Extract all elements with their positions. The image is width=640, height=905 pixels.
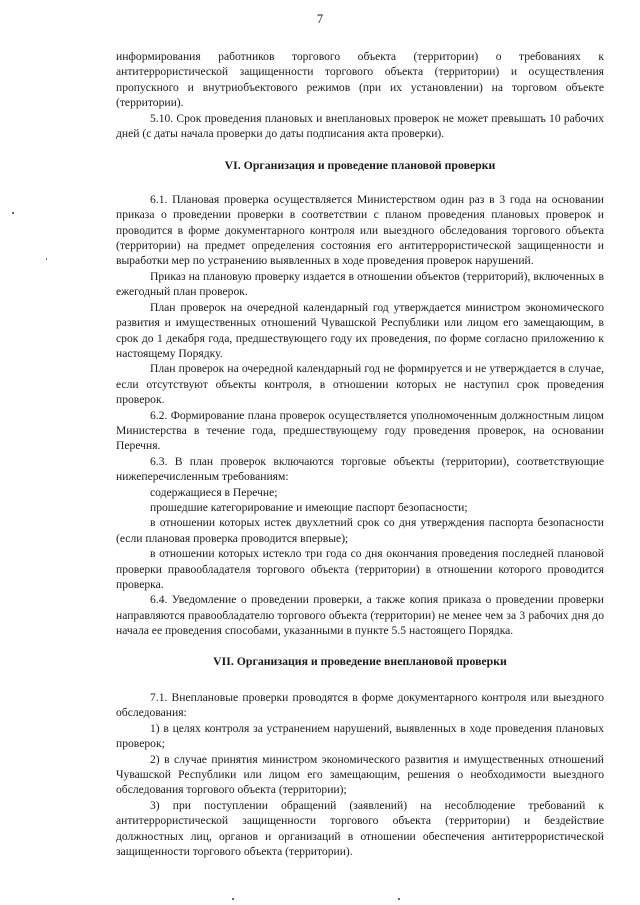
paragraph: Приказ на плановую проверку издается в отношении объектов (территорий), включенных в ежегодный план проверок. xyxy=(116,269,604,299)
paragraph: План проверок на очередной календарный год утверждается министром экономического развития и имущественных отношений Чувашской Республики или лицом его замещающим, в срок до 1 декабря года, предшествующего году их проведения, по форме согласно приложению к настоящему Порядку. xyxy=(116,300,604,360)
scan-speck xyxy=(398,898,400,900)
scan-speck xyxy=(46,258,47,260)
paragraph: 2) в случае принятия министром экономического развития и имущественных отношений Чувашской Республики или лицом его замещающим, решения о необходимости выездного обследования торгового объекта (территории); xyxy=(116,752,604,797)
paragraph: содержащиеся в Перечне; xyxy=(150,485,278,499)
paragraph: 6.2. Формирование плана проверок осуществляется уполномоченным должностным лицом Министерства в течение года, предшествующему году проведения проверок, на основании Перечня. xyxy=(116,408,604,453)
document-body xyxy=(116,49,604,860)
paragraph: 5.10. Срок проведения плановых и внеплановых проверок не может превышать 10 рабочих дней (с даты начала проверки до даты подписания акта проверки). xyxy=(116,111,604,141)
paragraph: План проверок на очередной календарный год не формируется и не утверждается в случае, если отсутствуют объекты контроля, в отношении которых не наступил срок проведения проверок. xyxy=(116,362,604,407)
paragraph: информирования работников торгового объекта (территории) о требованиях к антитеррористической защищенности торгового объекта (территории) и осуществления пропускного и внутриобъектового режимов (при их установлении) на торговом объекте (территории). xyxy=(116,50,604,110)
paragraph: 6.1. Плановая проверка осуществляется Министерством один раз в 3 года на основании приказа о проведении проверки в соответствии с планом проведения плановых проверок и проводится в форме документарного контроля или выездного обследования торгового объекта (территории) на предмет определения состояния его антитеррористической защищенности и выработки мер по устранению выявленных в ходе проведения проверок нарушений. xyxy=(116,192,604,268)
scan-speck xyxy=(12,212,14,214)
paragraph: в отношении которых истекло три года со дня окончания проведения последней плановой проверки правообладателя торгового объекта (территории) в отношении которого проводится проверка. xyxy=(116,547,604,591)
section-heading: VI. Организация и проведение плановой проверки xyxy=(224,158,496,173)
section-heading: VII. Организация и проведение внеплановой проверки xyxy=(213,653,507,668)
paragraph: прошедшие категорирование и имеющие паспорт безопасности; xyxy=(150,500,468,514)
paragraph: 3) при поступлении обращений (заявлений) на несоблюдение требований к антитеррористической защищенности торгового объекта (территории) и бездействие должностных лиц, органов и организаций в отношении обеспечения антитеррористической защищенности торгового объекта (территории). xyxy=(116,798,604,859)
paragraph: 1) в целях контроля за устранением нарушений, выявленных в ходе проведения плановых проверок; xyxy=(116,721,604,751)
paragraph: в отношении которых истек двухлетний срок со дня утверждения паспорта безопасности (если плановая проверка проводится впервые); xyxy=(116,516,604,545)
paragraph: 7.1. Внеплановые проверки проводятся в форме документарного контроля или выездного обследования: xyxy=(116,691,604,720)
paragraph: 6.3. В план проверок включаются торговые объекты (территории), соответствующие нижеперечисленным требованиям: xyxy=(116,454,604,484)
scan-speck xyxy=(232,898,234,900)
page-number: 7 xyxy=(316,12,324,26)
paragraph: 6.4. Уведомление о проведении проверки, а также копия приказа о проведении проверки направляются правообладателю торгового объекта (территории) не менее чем за 3 рабочих дня до начала ее проведения способами, указанными в пункте 5.5 настоящего Порядка. xyxy=(116,593,604,638)
